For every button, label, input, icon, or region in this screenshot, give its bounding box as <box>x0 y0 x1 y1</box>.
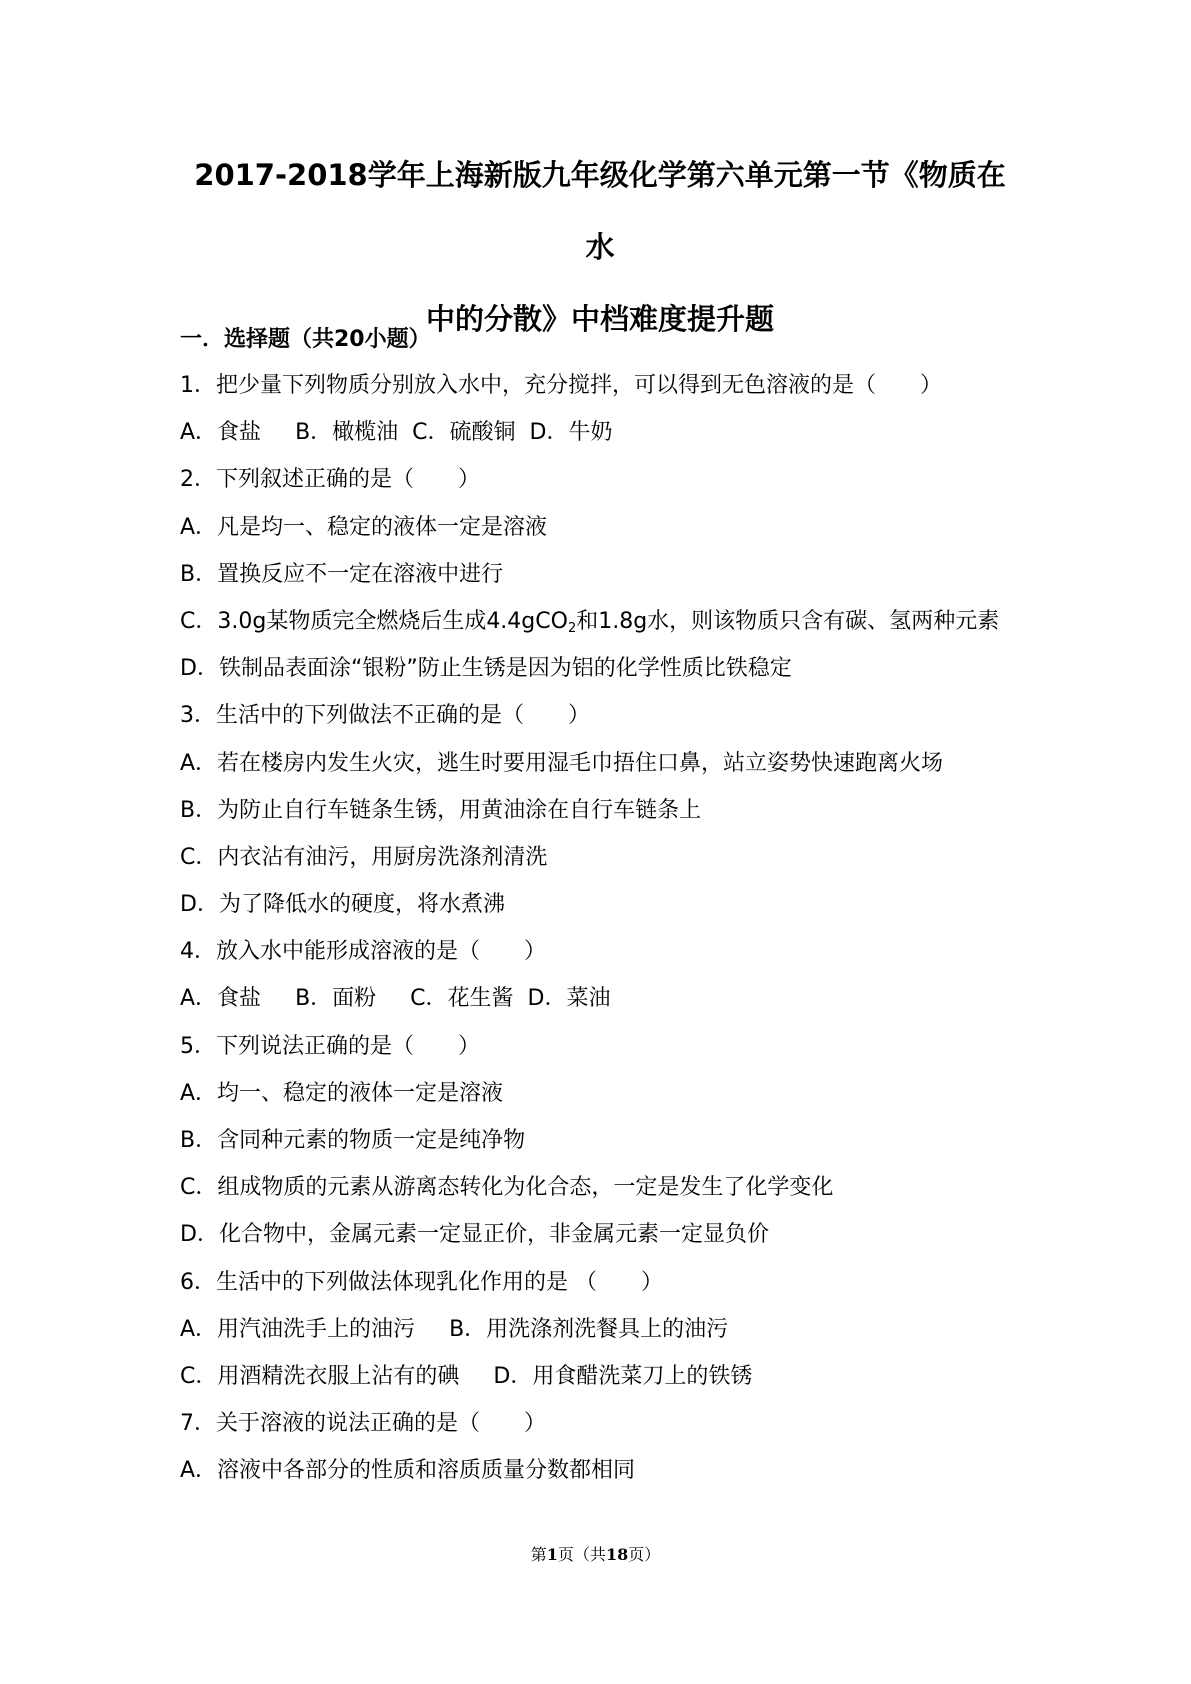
option-c: C．用酒精洗衣服上沾有的碘 <box>180 1363 460 1389</box>
question-3-option-c: C．内衣沾有油污，用厨房洗涤剂清洗 <box>180 844 548 870</box>
question-3-option-b: B．为防止自行车链条生锈，用黄油涂在自行车链条上 <box>180 797 702 823</box>
question-2-stem: 2．下列叙述正确的是（ ） <box>180 467 480 493</box>
option-d: D．用食醋洗菜刀上的铁锈 <box>493 1363 753 1389</box>
question-3-stem: 3．生活中的下列做法不正确的是（ ） <box>180 703 590 729</box>
footer-middle: 页（共 <box>557 1545 606 1564</box>
footer-prefix: 第 <box>530 1545 547 1564</box>
page-footer <box>0 1542 1191 1565</box>
option-a: A．用汽油洗手上的油污 <box>180 1316 416 1342</box>
option-c-text: C．3.0g某物质完全燃烧后生成4.4gCO <box>180 608 568 634</box>
question-2-option-d: D．铁制品表面涂“银粉”防止生锈是因为铝的化学性质比铁稳定 <box>180 656 792 682</box>
current-page-number: 1 <box>546 1545 558 1564</box>
question-2-option-a: A．凡是均一、稳定的液体一定是溶液 <box>180 514 548 540</box>
question-6-stem: 6．生活中的下列做法体现乳化作用的是 （ ） <box>180 1269 663 1295</box>
question-1-options <box>180 409 1020 456</box>
question-list <box>180 362 1020 1495</box>
section-heading: 一．选择题（共20小题） <box>180 327 431 352</box>
option-b: B．面粉 <box>295 986 377 1012</box>
question-6-options-cd <box>180 1353 1020 1400</box>
title-line-1: 2017-2018学年上海新版九年级化学第六单元第一节《物质在水 <box>194 158 1006 264</box>
question-7-stem: 7．关于溶液的说法正确的是（ ） <box>180 1411 546 1437</box>
option-a: A．食盐 <box>180 986 262 1012</box>
option-c: C．硫酸铜 <box>412 420 516 446</box>
option-a: A．食盐 <box>180 420 262 446</box>
question-2-option-b: B．置换反应不一定在溶液中进行 <box>180 561 504 587</box>
question-5-option-c: C．组成物质的元素从游离态转化为化合态，一定是发生了化学变化 <box>180 1175 834 1201</box>
question-5-option-d: D．化合物中，金属元素一定显正价，非金属元素一定显负价 <box>180 1222 769 1248</box>
question-5-stem: 5．下列说法正确的是（ ） <box>180 1033 480 1059</box>
title-line-2: 中的分散》中档难度提升题 <box>425 302 774 336</box>
question-6-options-ab <box>180 1306 1020 1353</box>
question-5-option-b: B．含同种元素的物质一定是纯净物 <box>180 1128 526 1154</box>
option-c: C．花生酱 <box>410 986 514 1012</box>
co2-subscript: 2 <box>567 620 577 636</box>
question-3-option-a: A．若在楼房内发生火灾，逃生时要用湿毛巾捂住口鼻，站立姿势快速跑离火场 <box>180 750 944 776</box>
option-b: B．用洗涤剂洗餐具上的油污 <box>449 1316 729 1342</box>
question-4-stem: 4．放入水中能形成溶液的是（ ） <box>180 939 546 965</box>
option-b: B．橄榄油 <box>295 420 399 446</box>
total-page-count: 18 <box>605 1545 629 1564</box>
question-2-option-c <box>180 598 1020 645</box>
option-c-text-end: 和1.8g水，则该物质只含有碳、氢两种元素 <box>576 608 1000 634</box>
footer-suffix: 页） <box>628 1545 661 1564</box>
question-1-stem: 1．把少量下列物质分别放入水中，充分搅拌，可以得到无色溶液的是（ ） <box>180 373 942 398</box>
option-d: D．牛奶 <box>529 420 613 446</box>
question-4-options <box>180 975 1020 1022</box>
question-5-option-a: A．均一、稳定的液体一定是溶液 <box>180 1080 504 1106</box>
question-3-option-d: D．为了降低水的硬度，将水煮沸 <box>180 892 505 918</box>
question-7-option-a: A．溶液中各部分的性质和溶质质量分数都相同 <box>180 1458 636 1484</box>
option-d: D．菜油 <box>527 986 611 1012</box>
